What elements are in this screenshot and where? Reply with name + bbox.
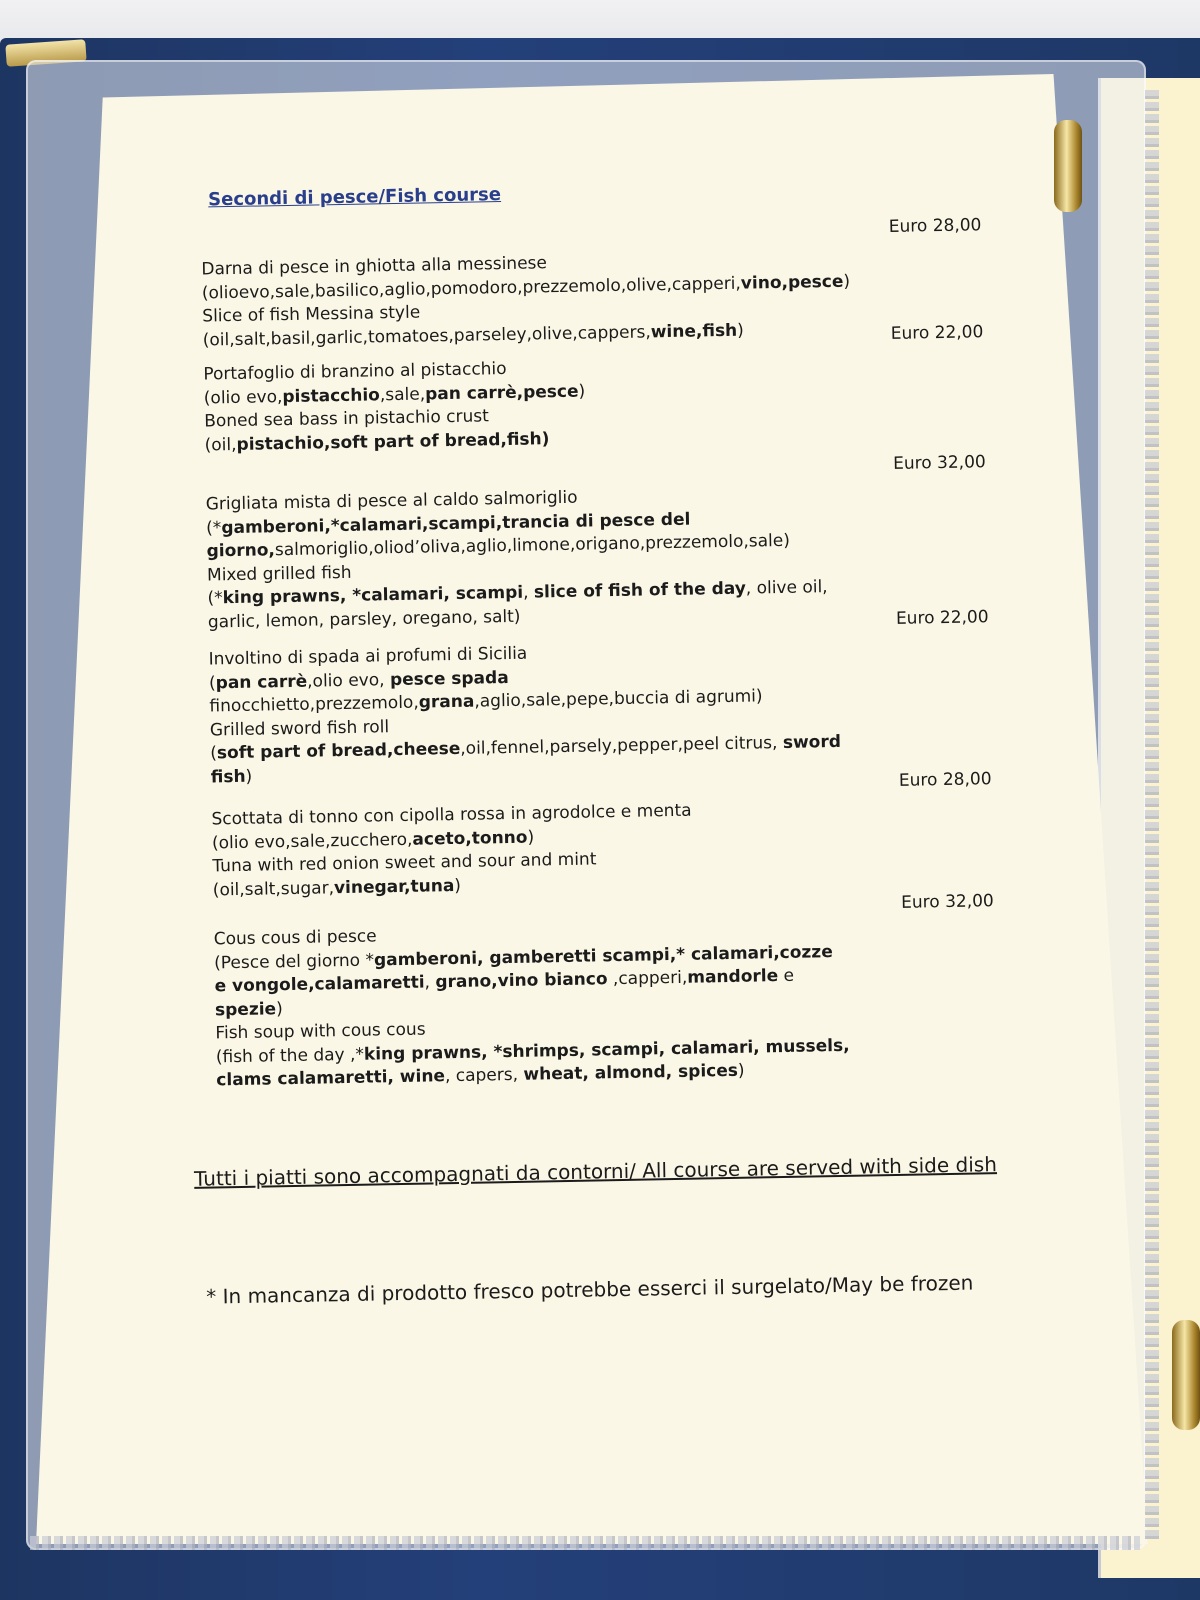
ingredient-text: ,oil,fennel,parsely,pepper,peel citrus, — [460, 732, 784, 759]
ingredient-text: (olioevo,sale,basilico,aglio,pomodoro,prezzemolo,olive,capperi, — [201, 273, 742, 304]
ingredient-bold: wheat, almond, spices — [523, 1060, 739, 1085]
ingredient-bold: pistachio,soft part of bread,fish) — [236, 428, 550, 455]
ingredient-text: Fish soup with cous cous — [215, 1019, 426, 1044]
ingredient-text: ,olio evo, — [306, 669, 391, 692]
sleeve-binding-strip-bottom — [30, 1536, 1140, 1550]
ingredient-text: ( — [208, 672, 216, 693]
ingredient-text: (* — [207, 588, 223, 609]
ingredient-text: (oil,salt,sugar, — [212, 877, 335, 900]
ingredient-bold: e vongole,calamaretti — [214, 972, 425, 997]
ingredient-text: ) — [737, 1060, 745, 1081]
ingredient-bold: pan carrè — [215, 671, 308, 693]
ingredient-text: ) — [275, 998, 283, 1019]
ingredient-text: Cous cous di pesce — [213, 926, 377, 950]
ingredient-text: ( — [210, 743, 218, 764]
ingredient-text: (oil,salt,basil,garlic,tomatoes,parseley,olive,cappers, — [202, 321, 651, 351]
ingredient-text: (Pesce del giorno * — [213, 950, 375, 973]
ingredient-bold: gamberoni, gamberetti scampi,* calamari,cozze — [373, 941, 833, 970]
ingredient-text: Portafoglio di branzino al pistacchio — [203, 358, 507, 385]
ingredient-text: , — [522, 582, 535, 603]
ingredient-bold: pistacchio — [282, 384, 381, 407]
ingredient-text: Boned sea bass in pistachio crust — [204, 406, 489, 432]
dish-price: Euro 22,00 — [895, 607, 989, 629]
ingredient-bold: soft part of bread,cheese — [216, 738, 461, 764]
ingredient-text: (olio evo,sale,zucchero, — [211, 829, 413, 853]
ingredient-text: Tuna with red onion sweet and sour and mint — [212, 849, 597, 877]
dish-price: Euro 22,00 — [890, 322, 984, 344]
dish-price: Euro 28,00 — [898, 769, 992, 791]
ingredient-text: ) — [454, 875, 462, 896]
dish-description-line — [215, 1020, 426, 1044]
ingredient-bold: spezie — [214, 998, 277, 1020]
ingredient-text: ,aglio,sale,pepe,buccia di agrumi) — [474, 686, 763, 712]
side-dish-note: Tutti i piatti sono accompagnati da contorni/ All course are served with side dish — [193, 1152, 998, 1191]
ingredient-text: ) — [843, 271, 851, 292]
ingredient-bold: clams calamaretti, wine — [216, 1066, 446, 1091]
ingredient-text: ) — [737, 320, 745, 341]
ingredient-text: Grilled sword fish roll — [209, 716, 390, 740]
ingredient-bold: mandorle — [687, 966, 779, 988]
ingredient-bold: aceto,tonno — [412, 827, 528, 850]
section-title: Secondi di pesce/Fish course — [207, 184, 502, 211]
ingredient-bold: vinegar,tuna — [333, 875, 455, 898]
ingredient-text: Involtino di spada ai profumi di Sicilia — [208, 643, 528, 670]
ingredient-text: salmoriglio,oliod’oliva,aglio,limone,origano,prezzemolo,sale) — [274, 530, 791, 561]
ingredient-text: Scottata di tonno con cipolla rossa in agrodolce e menta — [211, 800, 692, 830]
dish-name — [214, 926, 377, 949]
ingredient-text: ) — [578, 381, 586, 402]
ingredient-text: Slice of fish Messina style — [202, 302, 421, 327]
sleeve-binding-strip-right — [1145, 90, 1159, 1540]
dish-description-line — [211, 766, 253, 787]
ingredient-text: e — [777, 965, 795, 987]
ingredient-bold: giorno, — [206, 540, 276, 562]
binder-ring-bottom — [1172, 1320, 1200, 1430]
ingredient-bold: gamberoni,*calamari,scampi,trancia di pesce del — [221, 509, 691, 538]
ingredient-text: ) — [527, 827, 535, 848]
ingredient-bold: sword — [782, 731, 842, 753]
ingredient-text: Mixed grilled fish — [206, 562, 352, 585]
dish-description-line — [215, 999, 283, 1020]
dish-description-line — [210, 717, 390, 740]
ingredient-text: finocchietto,prezzemolo, — [209, 692, 419, 717]
ingredient-bold: king prawns, *calamari, scampi — [222, 582, 524, 609]
frozen-note: * In mancanza di prodotto fresco potrebbe esserci il surgelato/May be frozen — [206, 1270, 974, 1309]
ingredient-text: Darna di pesce in ghiotta alla messinese — [201, 253, 548, 280]
ingredient-text: (oil, — [204, 434, 237, 456]
ingredient-text: garlic, lemon, parsley, oregano, salt) — [207, 606, 521, 632]
dish-price: Euro 32,00 — [901, 891, 994, 913]
ingredient-text: , olive oil, — [745, 577, 828, 599]
binder-ring-top — [1054, 120, 1082, 212]
ingredient-bold: vino,pesce — [740, 271, 844, 294]
dish-price: Euro 32,00 — [892, 452, 986, 474]
ingredient-bold: grana — [418, 691, 475, 713]
ingredient-bold: fish — [210, 766, 246, 787]
ingredient-bold: pan carrè,pesce — [424, 381, 579, 404]
ingredient-text: , — [424, 972, 436, 993]
ingredient-bold: wine,fish — [650, 320, 738, 342]
ingredient-bold: pesce spada — [389, 667, 509, 690]
ingredient-text: ,capperi, — [607, 967, 688, 990]
ingredient-text: (fish of the day ,* — [215, 1044, 365, 1067]
ingredient-text: (* — [206, 517, 222, 539]
ingredient-text: ,sale, — [379, 383, 426, 405]
ingredient-bold: king prawns, *shrimps, scampi, calamari, mussels, — [363, 1035, 850, 1065]
dish-description-line — [207, 562, 352, 585]
ingredient-text: , capers, — [444, 1064, 524, 1087]
dish-description-line — [202, 303, 420, 327]
ingredient-text: ) — [245, 766, 253, 787]
ingredient-bold: slice of fish of the day — [533, 578, 746, 603]
ingredient-bold: grano,vino bianco — [435, 969, 608, 993]
ingredient-text: Grigliata mista di pesce al caldo salmoriglio — [205, 487, 578, 515]
ingredient-text: (olio evo, — [203, 386, 283, 409]
dish-price: Euro 28,00 — [888, 215, 982, 237]
